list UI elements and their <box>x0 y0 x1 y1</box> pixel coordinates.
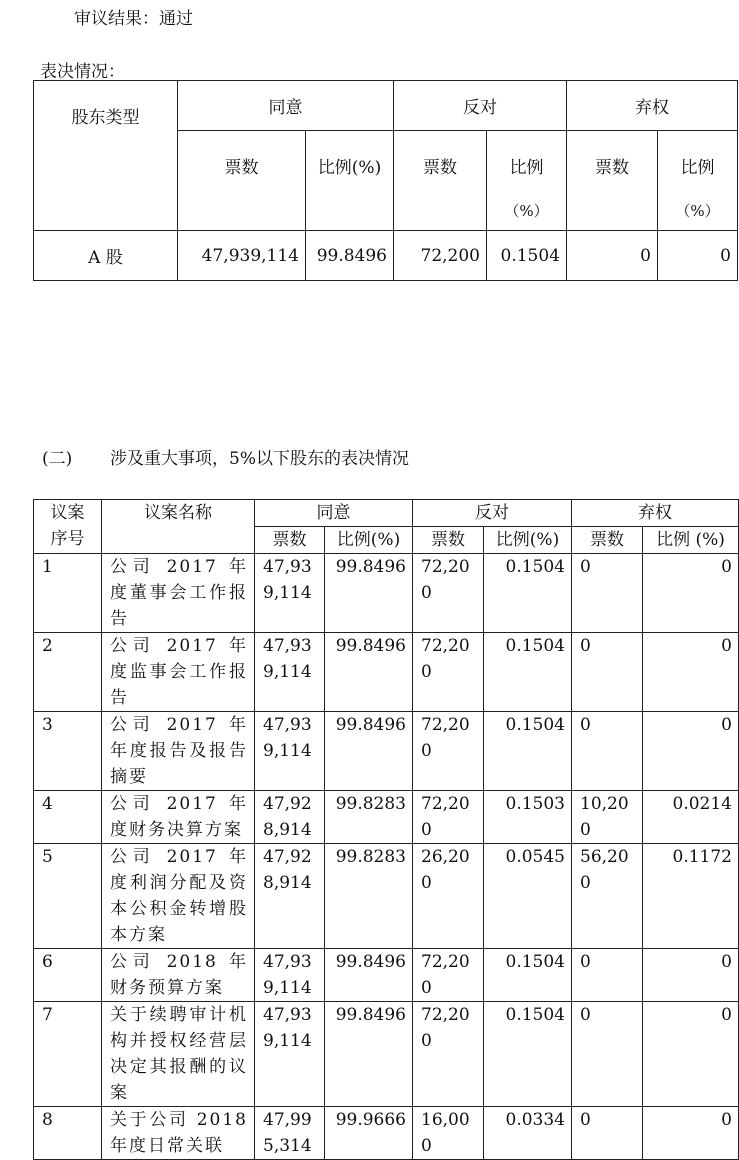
cell-agree-votes: 47,939,114 <box>255 633 325 712</box>
cell-agree-ratio: 99.8496 <box>325 554 413 633</box>
ratio-label-top: 比例 <box>509 158 544 178</box>
cell-agree-ratio: 99.8283 <box>325 791 413 844</box>
header-holder-type: 股东类型 <box>34 81 178 231</box>
subheader-abstain-votes: 票数 <box>572 527 643 554</box>
subheader-oppose-ratio: 比例(%) <box>484 527 572 554</box>
cell-motion-no: 6 <box>34 949 102 1002</box>
cell-abstain-votes: 0 <box>572 1107 643 1160</box>
cell-motion-name: 公司 2018 年财务预算方案 <box>102 949 255 1002</box>
cell-abstain-votes: 0 <box>567 231 658 281</box>
section-title: 涉及重大事项，5%以下股东的表决情况 <box>110 449 409 469</box>
table-row <box>34 554 739 633</box>
cell-oppose-votes: 72,200 <box>413 554 484 633</box>
cell-motion-no: 1 <box>34 554 102 633</box>
cell-oppose-ratio: 0.1504 <box>484 949 572 1002</box>
section-number: (二) <box>42 449 73 469</box>
cell-agree-ratio: 99.8496 <box>325 633 413 712</box>
cell-oppose-ratio: 0.1504 <box>484 712 572 791</box>
header-oppose: 反对 <box>413 500 572 527</box>
review-result-line: 审议结果：通过 <box>74 9 193 29</box>
cell-agree-votes: 47,995,314 <box>255 1107 325 1160</box>
header-abstain: 弃权 <box>567 81 738 131</box>
motion-no-label: 议案序号 <box>50 503 85 549</box>
cell-agree-ratio: 99.9666 <box>325 1107 413 1160</box>
cell-abstain-ratio: 0.1172 <box>643 844 739 949</box>
cell-oppose-votes: 72,200 <box>394 231 487 281</box>
header-agree: 同意 <box>178 81 394 131</box>
cell-oppose-votes: 72,200 <box>413 712 484 791</box>
cell-oppose-ratio: 0.1504 <box>487 231 567 281</box>
cell-oppose-ratio: 0.1504 <box>484 1002 572 1107</box>
table-row <box>34 949 739 1002</box>
cell-agree-votes: 47,939,114 <box>255 554 325 633</box>
cell-holder-type: A 股 <box>34 231 178 281</box>
minority-vote-table <box>33 499 739 1160</box>
cell-oppose-ratio: 0.1503 <box>484 791 572 844</box>
cell-motion-name: 公司 2017 年度董事会工作报告 <box>102 554 255 633</box>
cell-agree-ratio: 99.8496 <box>325 712 413 791</box>
cell-oppose-votes: 72,200 <box>413 949 484 1002</box>
cell-motion-no: 5 <box>34 844 102 949</box>
cell-motion-no: 7 <box>34 1002 102 1107</box>
cell-abstain-ratio: 0 <box>643 949 739 1002</box>
cell-motion-name: 关于公司 2018 年度日常关联 <box>102 1107 255 1160</box>
ratio-label-bottom: （%） <box>675 202 720 220</box>
cell-abstain-votes: 0 <box>572 1002 643 1107</box>
table-row <box>34 712 739 791</box>
table-row <box>34 633 739 712</box>
table-row <box>34 1002 739 1107</box>
subheader-oppose-ratio <box>487 131 567 231</box>
table-row <box>34 791 739 844</box>
cell-abstain-votes: 0 <box>572 554 643 633</box>
cell-motion-name: 公司 2017 年年度报告及报告摘要 <box>102 712 255 791</box>
cell-agree-votes: 47,939,114 <box>178 231 306 281</box>
subheader-oppose-votes: 票数 <box>394 131 487 231</box>
cell-abstain-ratio: 0 <box>643 712 739 791</box>
cell-oppose-votes: 72,200 <box>413 791 484 844</box>
cell-motion-name: 公司 2017 年度监事会工作报告 <box>102 633 255 712</box>
ratio-label-bottom: （%） <box>504 202 549 220</box>
subheader-abstain-ratio <box>658 131 738 231</box>
cell-oppose-ratio: 0.0334 <box>484 1107 572 1160</box>
cell-motion-name: 公司 2017 年度利润分配及资本公积金转增股本方案 <box>102 844 255 949</box>
cell-agree-votes: 47,939,114 <box>255 949 325 1002</box>
cell-abstain-votes: 56,200 <box>572 844 643 949</box>
cell-oppose-votes: 26,200 <box>413 844 484 949</box>
cell-motion-no: 4 <box>34 791 102 844</box>
cell-agree-votes: 47,928,914 <box>255 844 325 949</box>
cell-motion-no: 8 <box>34 1107 102 1160</box>
vote-situation-label: 表决情况： <box>40 62 125 82</box>
cell-oppose-ratio: 0.1504 <box>484 554 572 633</box>
cell-abstain-ratio: 0 <box>658 231 738 281</box>
subheader-oppose-votes: 票数 <box>413 527 484 554</box>
cell-abstain-ratio: 0 <box>643 554 739 633</box>
cell-abstain-votes: 10,200 <box>572 791 643 844</box>
cell-agree-ratio: 99.8496 <box>306 231 394 281</box>
subheader-agree-ratio: 比例(%) <box>325 527 413 554</box>
subheader-abstain-ratio: 比例 (%) <box>643 527 739 554</box>
subheader-agree-votes: 票数 <box>255 527 325 554</box>
cell-agree-ratio: 99.8496 <box>325 949 413 1002</box>
cell-agree-ratio: 99.8496 <box>325 1002 413 1107</box>
cell-oppose-ratio: 0.1504 <box>484 633 572 712</box>
cell-motion-name: 公司 2017 年度财务决算方案 <box>102 791 255 844</box>
cell-abstain-votes: 0 <box>572 949 643 1002</box>
cell-oppose-votes: 16,000 <box>413 1107 484 1160</box>
cell-oppose-ratio: 0.0545 <box>484 844 572 949</box>
cell-motion-name: 关于续聘审计机构并授权经营层决定其报酬的议案 <box>102 1002 255 1107</box>
table-row <box>34 844 739 949</box>
cell-agree-votes: 47,939,114 <box>255 1002 325 1107</box>
cell-abstain-votes: 0 <box>572 633 643 712</box>
header-motion-no <box>34 500 102 554</box>
cell-abstain-ratio: 0.0214 <box>643 791 739 844</box>
cell-oppose-votes: 72,200 <box>413 1002 484 1107</box>
header-agree: 同意 <box>255 500 413 527</box>
header-oppose: 反对 <box>394 81 567 131</box>
cell-abstain-ratio: 0 <box>643 1107 739 1160</box>
cell-agree-ratio: 99.8283 <box>325 844 413 949</box>
cell-abstain-ratio: 0 <box>643 1002 739 1107</box>
subheader-abstain-votes: 票数 <box>567 131 658 231</box>
table-row <box>34 1107 739 1160</box>
subheader-agree-votes: 票数 <box>178 131 306 231</box>
cell-agree-votes: 47,939,114 <box>255 712 325 791</box>
table-row <box>34 231 738 281</box>
vote-summary-table <box>33 80 738 281</box>
cell-abstain-votes: 0 <box>572 712 643 791</box>
header-motion-name: 议案名称 <box>102 500 255 554</box>
ratio-label-top: 比例 <box>680 158 715 178</box>
cell-abstain-ratio: 0 <box>643 633 739 712</box>
cell-motion-no: 2 <box>34 633 102 712</box>
subheader-agree-ratio: 比例(%) <box>306 131 394 231</box>
cell-agree-votes: 47,928,914 <box>255 791 325 844</box>
cell-motion-no: 3 <box>34 712 102 791</box>
cell-oppose-votes: 72,200 <box>413 633 484 712</box>
header-abstain: 弃权 <box>572 500 739 527</box>
